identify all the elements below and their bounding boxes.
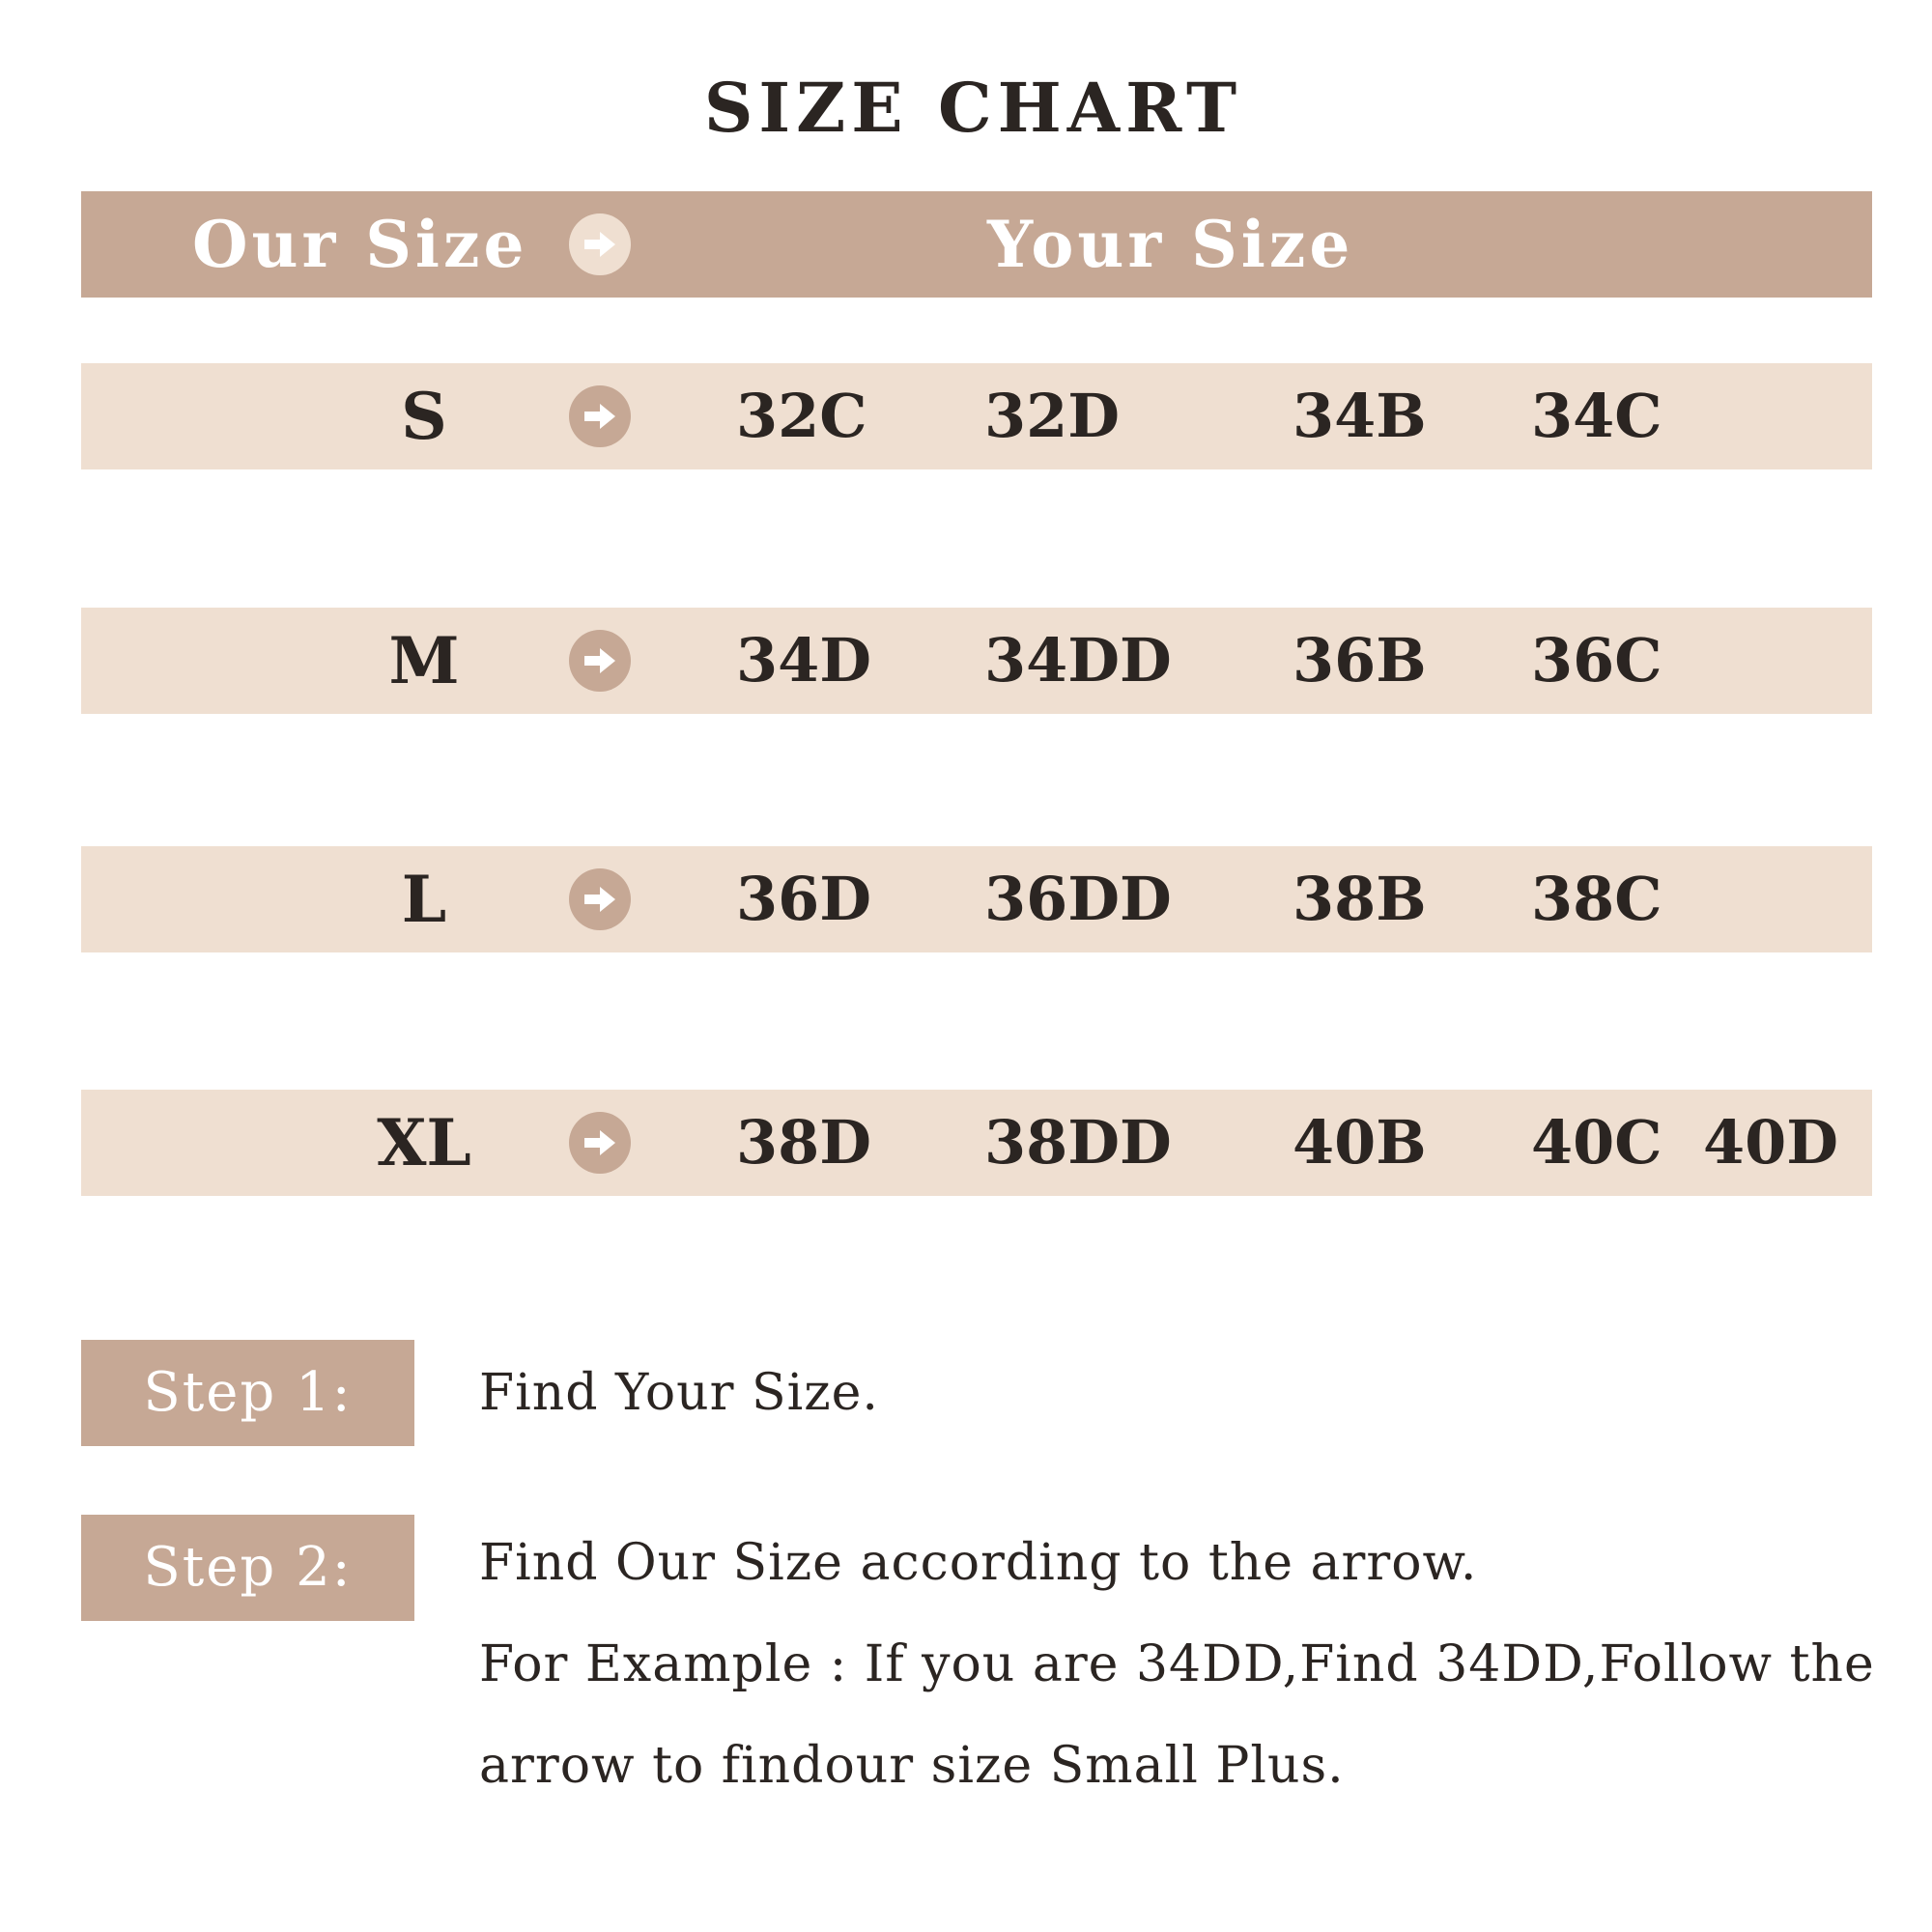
our-size-value: S (401, 379, 447, 454)
step-1-text: Find Your Size. (479, 1364, 879, 1422)
our-size-value: M (388, 623, 460, 698)
your-size-value: 32C (736, 381, 867, 451)
your-size-value: 34C (1531, 381, 1662, 451)
arrow-right-circle-icon (569, 868, 631, 930)
arrow-right-circle-icon (569, 1112, 631, 1174)
our-size-value: L (401, 862, 447, 937)
step-2-badge: Step 2: (81, 1515, 414, 1621)
table-row (81, 1090, 1872, 1196)
page-title: SIZE CHART (703, 68, 1243, 148)
step-1-badge: Step 1: (81, 1340, 414, 1446)
your-size-value: 36C (1531, 625, 1662, 696)
your-size-value: 34B (1293, 381, 1427, 451)
your-size-value: 38D (736, 1107, 872, 1178)
table-header (81, 191, 1872, 298)
your-size-value: 40C (1531, 1107, 1662, 1178)
your-size-value: 34D (736, 625, 872, 696)
our-size-heading: Our Size (192, 207, 528, 282)
your-size-value: 32D (984, 381, 1121, 451)
your-size-value: 34DD (984, 625, 1172, 696)
table-row (81, 846, 1872, 952)
arrow-right-circle-icon (569, 213, 631, 275)
your-size-value: 36B (1293, 625, 1427, 696)
step-2-text-line: For Example : If you are 34DD,Find 34DD,Follow the (479, 1635, 1875, 1693)
step-2-text-line: arrow to findour size Small Plus. (479, 1737, 1345, 1795)
table-row (81, 363, 1872, 469)
your-size-value: 40D (1703, 1107, 1839, 1178)
your-size-heading: Your Size (987, 207, 1354, 282)
your-size-value: 38B (1293, 864, 1427, 934)
your-size-value: 40B (1293, 1107, 1427, 1178)
arrow-right-circle-icon (569, 630, 631, 692)
your-size-value: 36DD (984, 864, 1172, 934)
your-size-value: 36D (736, 864, 872, 934)
our-size-value: XL (377, 1105, 471, 1180)
your-size-value: 38C (1531, 864, 1662, 934)
your-size-value: 38DD (984, 1107, 1172, 1178)
table-row (81, 608, 1872, 714)
step-2-text-line: Find Our Size according to the arrow. (479, 1534, 1478, 1592)
arrow-right-circle-icon (569, 385, 631, 447)
